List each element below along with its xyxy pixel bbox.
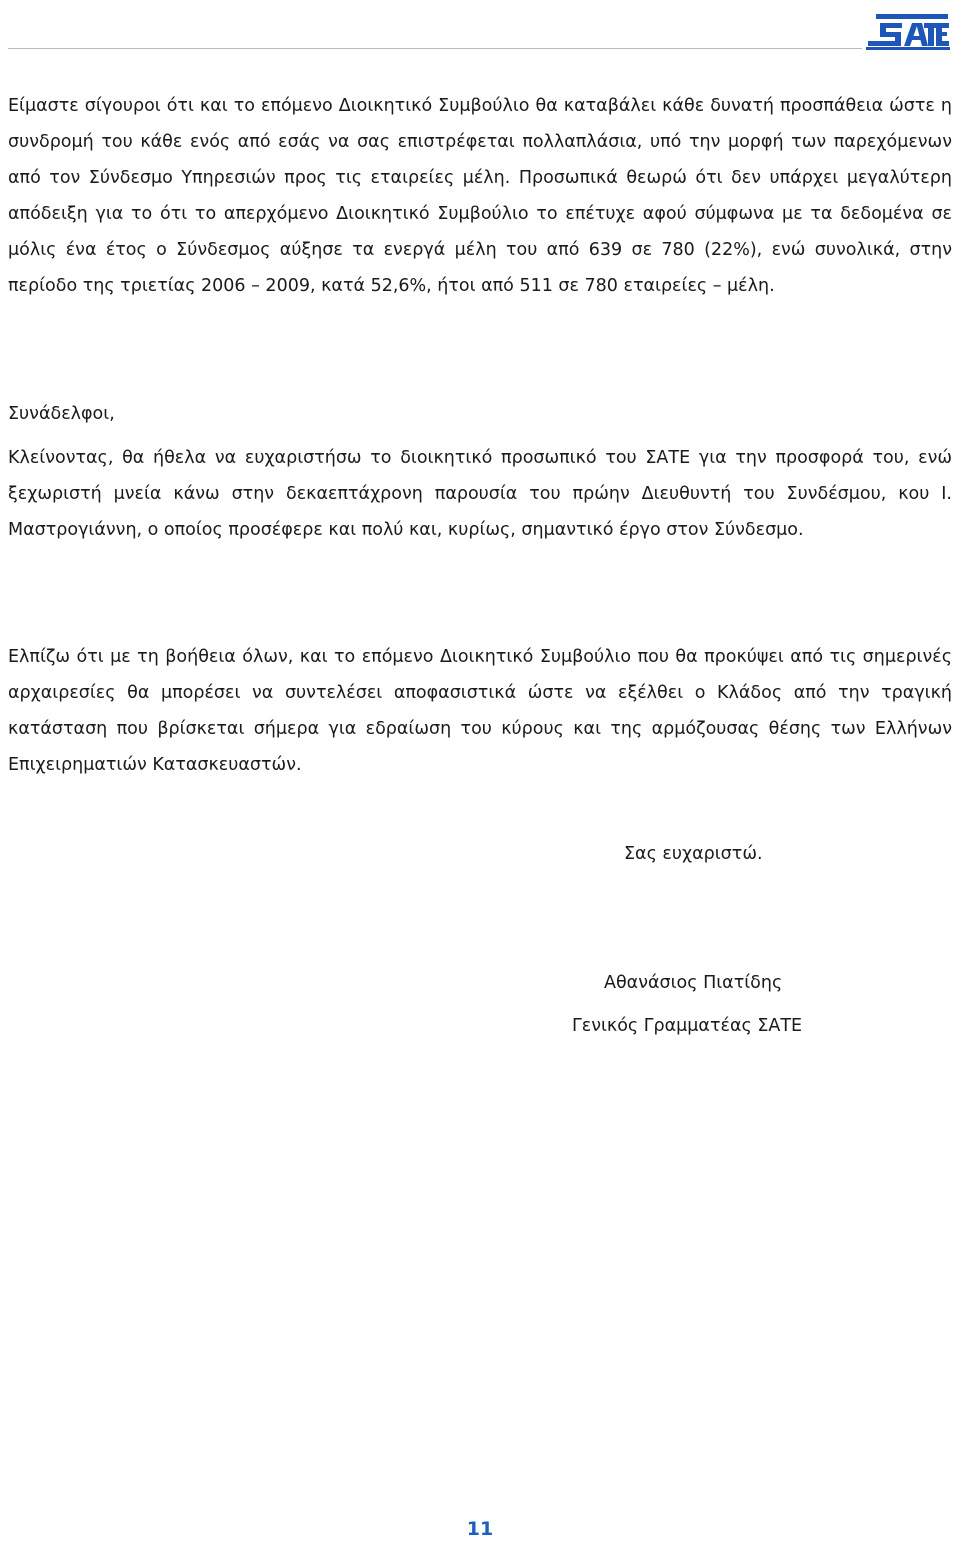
page-number: 11 xyxy=(466,1518,494,1540)
header-rule xyxy=(8,48,862,49)
paragraph-services: Είμαστε σίγουροι ότι και το επόμενο Διοικητικό Συμβούλιο θα καταβάλει κάθε δυνατή προσπάθεια ώστε η συνδρομή του κάθε ενός από εσάς να σας επιστρέφεται πολλαπλάσια, υπό την μορφή των παρεχόμενων από τον Σύνδεσμο Υπηρεσιών προς τις εταιρείες μέλη. Προσωπικά θεωρώ ότι δεν υπάρχει μεγαλύτερη απόδειξη για το ότι το απερχόμενο Διοικητικό Συμβούλιο το επέτυχε αφού σύμφωνα με τα δεδομένα σε μόλις ένα έτος ο Σύνδεσμος αύξησε τα ενεργά μέλη του από 639 σε 780 (22%), ενώ συνολικά, στην περίοδο της τριετίας 2006 – 2009, κατά 52,6%, ήτοι από 511 σε 780 εταιρείες – μέλη. xyxy=(8,96,952,296)
page-header xyxy=(0,0,960,60)
paragraph-thanks-staff: Κλείνοντας, θα ήθελα να ευχαριστήσω το διοικητικό προσωπικό του ΣΑΤΕ για την προσφορά του, ενώ ξεχωριστή μνεία κάνω στην δεκαεπτάχρονη παρουσία του πρώην Διευθυντή του Συνδέσμου, κου Ι. Μαστρογιάννη, ο οποίος προσέφερε και πολύ και, κυρίως, σημαντικό έργο στον Σύνδεσμο. xyxy=(8,448,952,540)
sate-logo-graphic xyxy=(866,14,950,50)
paragraph-hope: Ελπίζω ότι με τη βοήθεια όλων, και το επόμενο Διοικητικό Συμβούλιο που θα προκύψει από τις σημερινές αρχαιρεσίες θα μπορέσει να συντελέσει αποφασιστικά ώστε να εξέλθει ο Κλάδος από την τραγική κατάσταση που βρίσκεται σήμερα για εδραίωση του κύρους και της αρμόζουσας θέσης των Ελλήνων Επιχειρηματιών Κατασκευαστών. xyxy=(8,647,952,775)
signature-title: Γενικός Γραμματέας ΣΑΤΕ xyxy=(572,1016,803,1036)
closing-thanks: Σας ευχαριστώ. xyxy=(624,844,763,864)
signature-name: Αθανάσιος Πιατίδης xyxy=(604,973,783,993)
sate-logo-icon xyxy=(866,14,950,50)
greeting-colleagues: Συνάδελφοι, xyxy=(8,404,115,424)
sate-logo-text xyxy=(950,14,951,15)
